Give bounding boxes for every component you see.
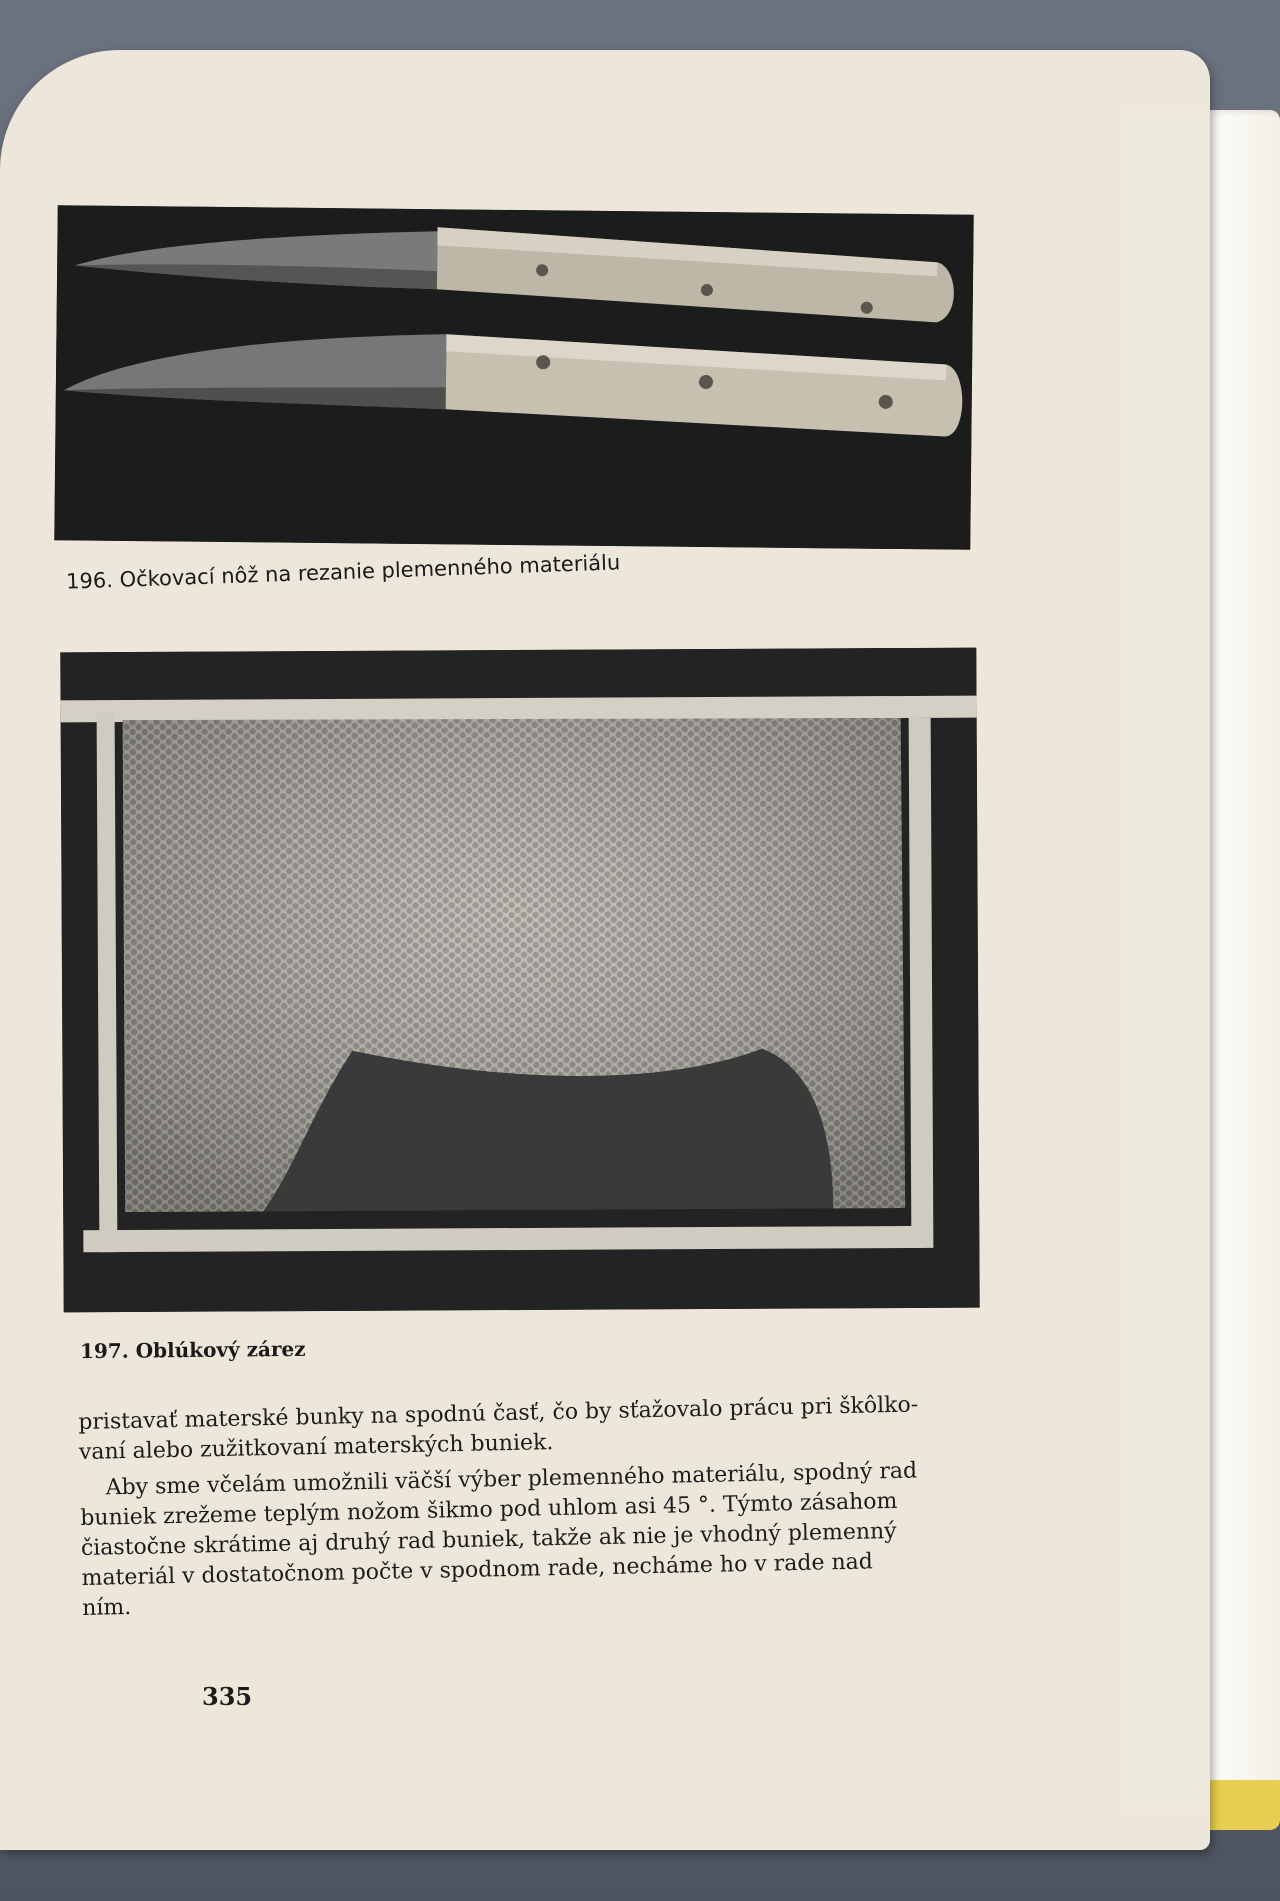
text-line: buniek zrežeme teplým nožom šikmo pod uhlom asi 45 °. Týmto zásahom	[80, 1488, 898, 1531]
knives-photo	[54, 205, 973, 550]
frame-left-bar	[97, 712, 118, 1252]
honeycomb-frame-photo	[60, 648, 979, 1313]
frame-right-bar	[909, 718, 934, 1248]
text-line: pristavať materské bunky na spodnú časť, čo by sťažovalo prácu pri škôlko-	[78, 1392, 919, 1435]
figure-197-caption: 197. Oblúkový zárez	[79, 1336, 306, 1364]
page-stack-edge	[1120, 110, 1210, 1810]
page-number: 335	[202, 1682, 253, 1711]
text-line: ním.	[81, 1594, 132, 1621]
frame-bottom-bar	[83, 1226, 923, 1252]
figure-196-caption: 196. Očkovací nôž na rezanie plemenného materiálu	[65, 550, 621, 594]
text-line: Aby sme včelám umožnili väčší výber plemenného materiálu, spodný rad	[105, 1458, 918, 1501]
text-line: vaní alebo zužitkovaní materských buniek.	[78, 1430, 554, 1465]
text-line: materiál v dostatočnom počte v spodnom rade, necháme ho v rade nad	[81, 1549, 874, 1591]
text-line: čiastočne skrátime aj druhý rad buniek, takže ak nie je vhodný plemenný	[80, 1518, 897, 1561]
